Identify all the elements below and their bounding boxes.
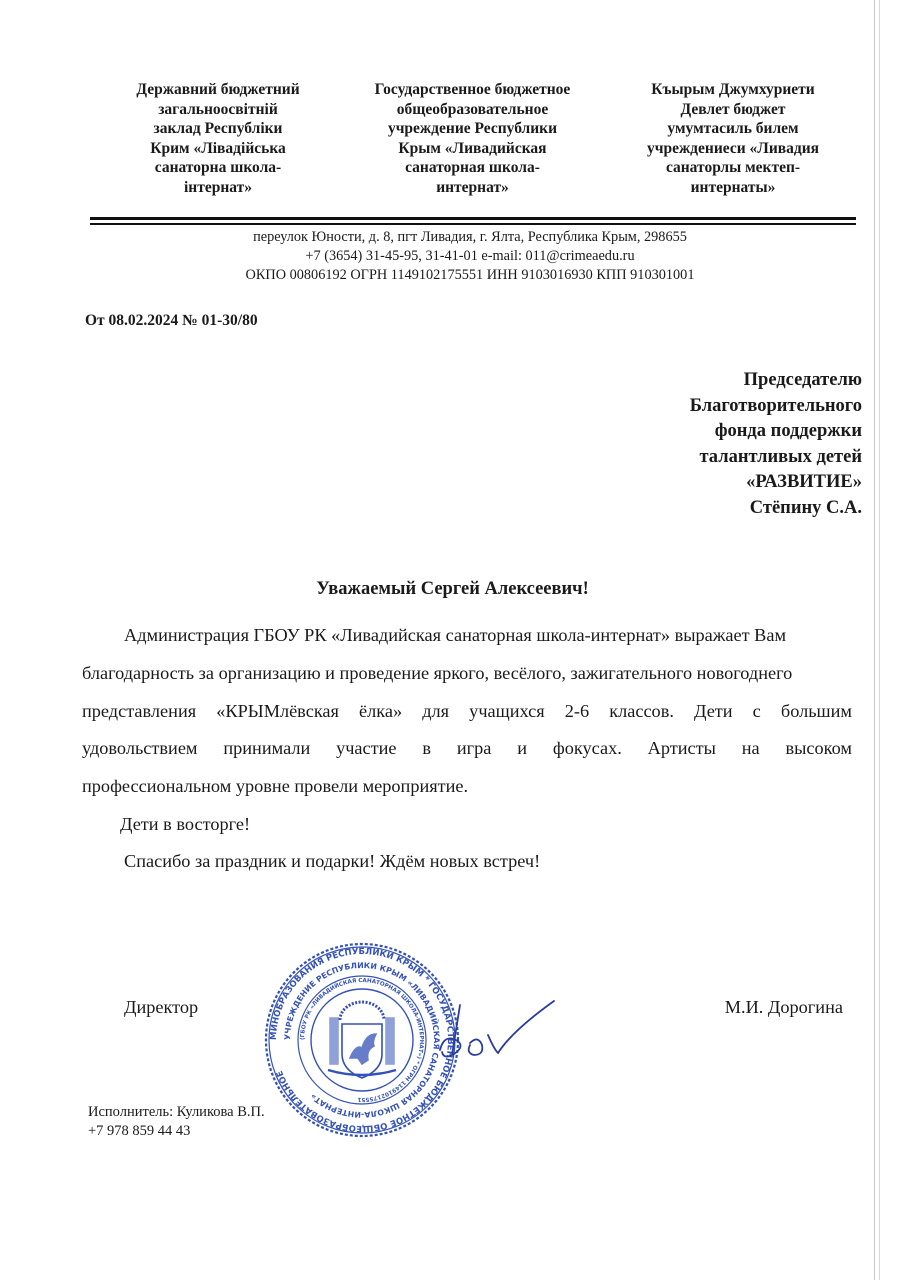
addressee-line: «РАЗВИТИЕ»	[746, 472, 862, 492]
letterhead-line: Крым «Ливадийская	[398, 139, 547, 157]
letterhead-line: Крим «Лівадійська	[150, 139, 286, 157]
letterhead-line: санаторна школа-	[154, 159, 282, 176]
letterhead-line: санаторная школа-	[405, 159, 540, 176]
seal-ring	[298, 976, 426, 1104]
letterhead-line: заклад Республіки	[153, 120, 283, 137]
body-line: удовольствием принимали участие в игра и фокусах. Артисты на высоком	[82, 738, 852, 758]
scan-edge-line	[879, 0, 880, 1280]
letterhead-line: інтернат»	[184, 178, 252, 196]
letterhead-line: интернат»	[436, 178, 509, 196]
body-line: профессиональном уровне провели мероприятие.	[82, 776, 469, 796]
letterhead-line: интернаты»	[690, 178, 776, 196]
scan-edge-line	[874, 0, 875, 1280]
letterhead-rule-thin	[90, 223, 856, 225]
letterhead-crimean-tatar	[612, 80, 854, 197]
letterhead-line: Государственное бюджетное	[374, 81, 571, 98]
address: переулок Юности, д. 8, пгт Ливадия, г. Ялта, Республика Крым, 298655	[253, 229, 687, 245]
addressee-block	[690, 368, 862, 521]
body-line: благодарность за организацию и проведение яркого, весёлого, зажигательного новогоднего	[82, 663, 793, 683]
outgoing-reference: От 08.02.2024 № 01-30/80	[85, 312, 258, 329]
phones-email: +7 (3654) 31-45-95, 31-41-01 e-mail: 011@crimeaedu.ru	[305, 248, 635, 264]
body-line: представления «КРЫМлёвская ёлка» для учащихся 2-6 классов. Дети с большим	[82, 701, 852, 721]
seal-outer-text: МИНОБРАЗОВАНИЯ РЕСПУБЛИКИ КРЫМ * ГОСУДАРСТВЕННОЕ БЮДЖЕТНОЕ ОБЩЕОБРАЗОВАТЕЛЬНОЕ	[268, 946, 456, 1134]
letterhead-line: загальноосвітній	[158, 100, 278, 118]
crimea-coat-of-arms-icon	[328, 1002, 396, 1078]
letterhead-rule-thick	[90, 217, 856, 220]
executor-phone: +7 978 859 44 43	[88, 1123, 191, 1139]
salutation: Уважаемый Сергей Алексеевич!	[316, 579, 589, 599]
letterhead-line: умумтасиль билем	[667, 120, 799, 137]
body-line: Администрация ГБОУ РК «Ливадийская санаторная школа-интернат» выражает Вам	[124, 625, 787, 645]
letterhead-russian	[350, 80, 595, 197]
addressee-line: фонда поддержки	[714, 421, 862, 441]
contact-block	[150, 228, 790, 285]
letterhead-line: Державний бюджетний	[136, 81, 300, 98]
letterhead-line: санаторлы мектеп-	[665, 159, 801, 176]
letterhead-line: учреждениеси «Ливадия	[646, 139, 820, 157]
signatory-title: Директор	[124, 997, 199, 1017]
letterhead-line: учреждение Республики	[387, 120, 558, 137]
seal-inner-text: (ГБОУ РК «ЛИВАДИЙСКАЯ САНАТОРНАЯ ШКОЛА-ИНТЕРНАТ») * ОГРН 1149102175551	[299, 977, 425, 1103]
letterhead-line: Къырым Джумхуриети	[651, 81, 815, 98]
addressee-line: Благотворительного	[689, 395, 862, 416]
addressee-line: Стёпину С.А.	[749, 497, 862, 518]
registration-codes: ОКПО 00806192 ОГРН 1149102175551 ИНН 9103016930 КПП 910301001	[245, 267, 695, 283]
addressee-line: Председателю	[743, 370, 862, 390]
letterhead-line: Девлет бюджет	[680, 100, 786, 118]
handwritten-signature	[430, 995, 560, 1075]
addressee-line: талантливых детей	[699, 446, 862, 467]
body-exclamation: Дети в восторге!	[120, 814, 251, 834]
body-closing: Спасибо за праздник и подарки! Ждём новых встреч!	[124, 851, 541, 871]
letterhead-line: общеобразовательное	[396, 100, 549, 118]
executor-name: Исполнитель: Куликова В.П.	[88, 1104, 265, 1120]
letterhead-ukrainian	[108, 80, 328, 197]
executor-block	[88, 1103, 265, 1141]
signatory-name: М.И. Дорогина	[724, 997, 843, 1017]
seal-middle-text: УЧРЕЖДЕНИЕ РЕСПУБЛИКИ КРЫМ «ЛИВАДИЙСКАЯ САНАТОРНАЯ ШКОЛА-ИНТЕРНАТ»	[282, 960, 442, 1120]
